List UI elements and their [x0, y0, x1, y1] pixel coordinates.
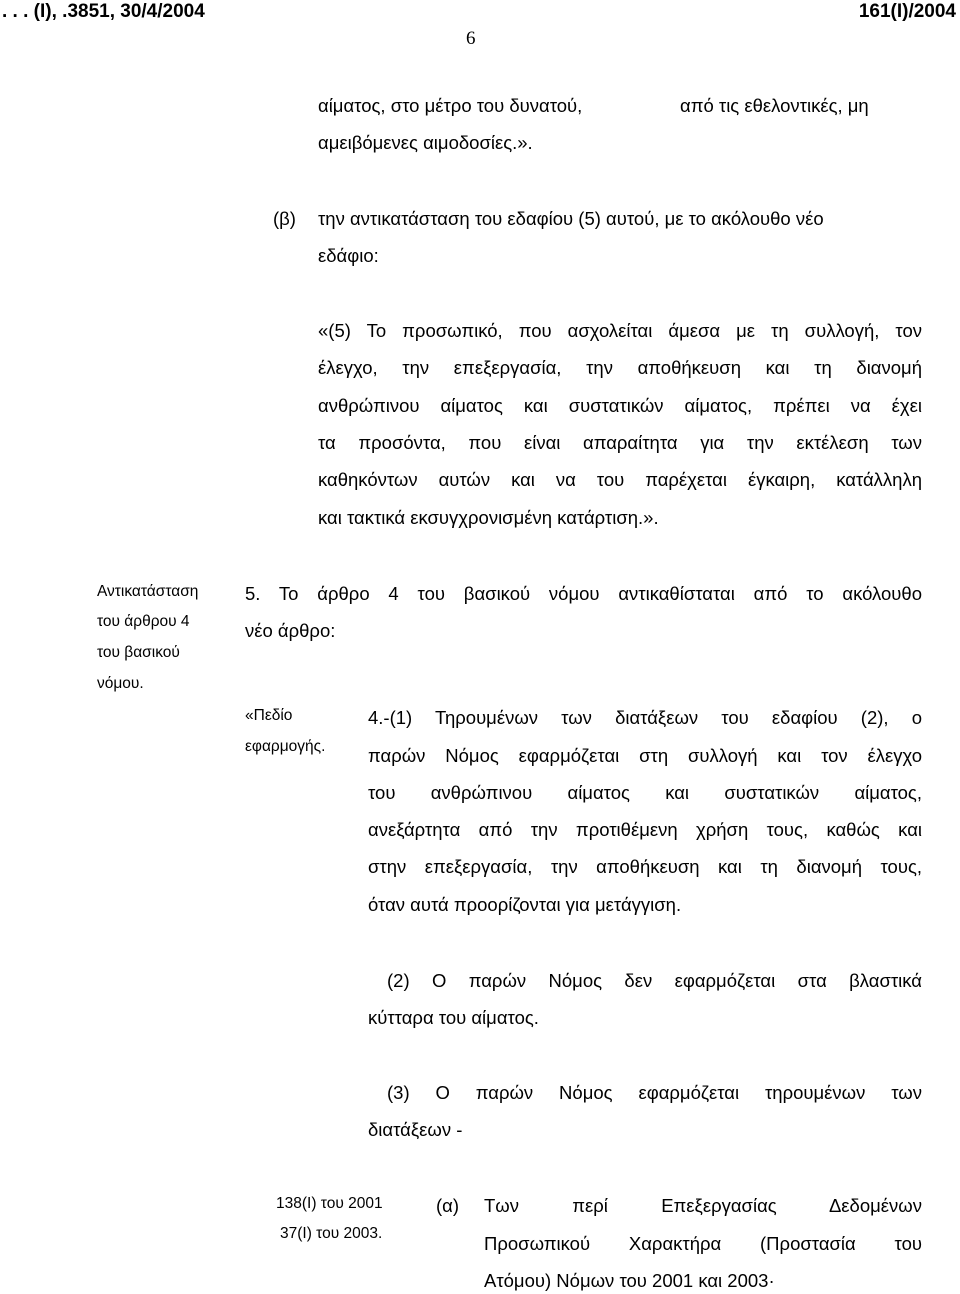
article-4-line: στην επεξεργασία, την αποθήκευση και τη διανομή τους, [368, 856, 922, 877]
margin-note-line: Αντικατάσταση [97, 583, 199, 600]
paragraph-line: από τις εθελοντικές, μη [680, 95, 869, 116]
margin-note-line: εφαρμογής. [245, 738, 326, 755]
article-4-line: παρών Νόμος εφαρμόζεται στη συλλογή και τον έλεγχο [368, 745, 922, 766]
paragraph-line: εδάφιο: [318, 245, 379, 266]
alpha-item-line: Των περί Επεξεργασίας Δεδομένων [484, 1195, 922, 1216]
quoted-subsection-line: ανθρώπινου αίματος και συστατικών αίματος, πρέπει να έχει [318, 395, 922, 416]
quoted-subsection-line: «(5) Το προσωπικό, που ασχολείται άμεσα με τη συλλογή, τον [318, 320, 922, 341]
article-4-line: όταν αυτά προορίζονται για μετάγγιση. [368, 894, 682, 915]
law-reference: 37(Ι) του 2003. [280, 1225, 383, 1242]
law-reference: 138(Ι) του 2001 [276, 1195, 383, 1212]
margin-note-line: νόμου. [97, 675, 144, 692]
list-marker-alpha: (α) [436, 1195, 460, 1216]
margin-note-line: του βασικού [97, 644, 180, 661]
section-5-line: 5. Το άρθρο 4 του βασικού νόμου αντικαθίσταται από το ακόλουθο [245, 583, 922, 604]
section-5-line: νέο άρθρο: [245, 620, 336, 641]
article-4-line: ανεξάρτητα από την προτιθέμενη χρήση τους, καθώς και [368, 819, 922, 840]
paragraph-line: την αντικατάσταση του εδαφίου (5) αυτού, με το ακόλουθο νέο [318, 208, 824, 229]
margin-note-line: του άρθρου 4 [97, 613, 190, 630]
subsection-3-line: (3) Ο παρών Νόμος εφαρμόζεται τηρουμένων των [387, 1082, 922, 1103]
alpha-item-line: Ατόμου) Νόμων του 2001 και 2003· [484, 1270, 775, 1291]
header-law-number: 161(Ι)/2004 [858, 1, 956, 22]
quoted-subsection-line: έλεγχο, την επεξεργασία, την αποθήκευση και τη διανομή [318, 357, 922, 378]
list-marker-beta: (β) [273, 208, 296, 229]
quoted-subsection-line: τα προσόντα, που είναι απαραίτητα για την εκτέλεση των [318, 432, 922, 453]
quoted-subsection-line: καθηκόντων αυτών και να του παρέχεται έγκαιρη, κατάλληλη [318, 469, 922, 490]
subsection-2-line: κύτταρα του αίματος. [368, 1007, 539, 1028]
page-number: 6 [466, 28, 476, 49]
margin-note-line: «Πεδίο [245, 707, 293, 724]
header-gazette-reference: . . . (Ι), .3851, 30/4/2004 [2, 1, 205, 22]
alpha-item-line: Προσωπικού Χαρακτήρα (Προστασία του [484, 1233, 922, 1254]
paragraph-line: αίματος, στο μέτρο του δυνατού, [318, 95, 583, 116]
article-4-line: 4.-(1) Τηρουμένων των διατάξεων του εδαφίου (2), ο [368, 707, 922, 728]
subsection-2-line: (2) Ο παρών Νόμος δεν εφαρμόζεται στα βλαστικά [387, 970, 922, 991]
quoted-subsection-line: και τακτικά εκσυγχρονισμένη κατάρτιση.». [318, 507, 659, 528]
subsection-3-line: διατάξεων - [368, 1119, 463, 1140]
paragraph-line: αμειβόμενες αιμοδοσίες.». [318, 132, 533, 153]
article-4-line: του ανθρώπινου αίματος και συστατικών αίματος, [368, 782, 922, 803]
